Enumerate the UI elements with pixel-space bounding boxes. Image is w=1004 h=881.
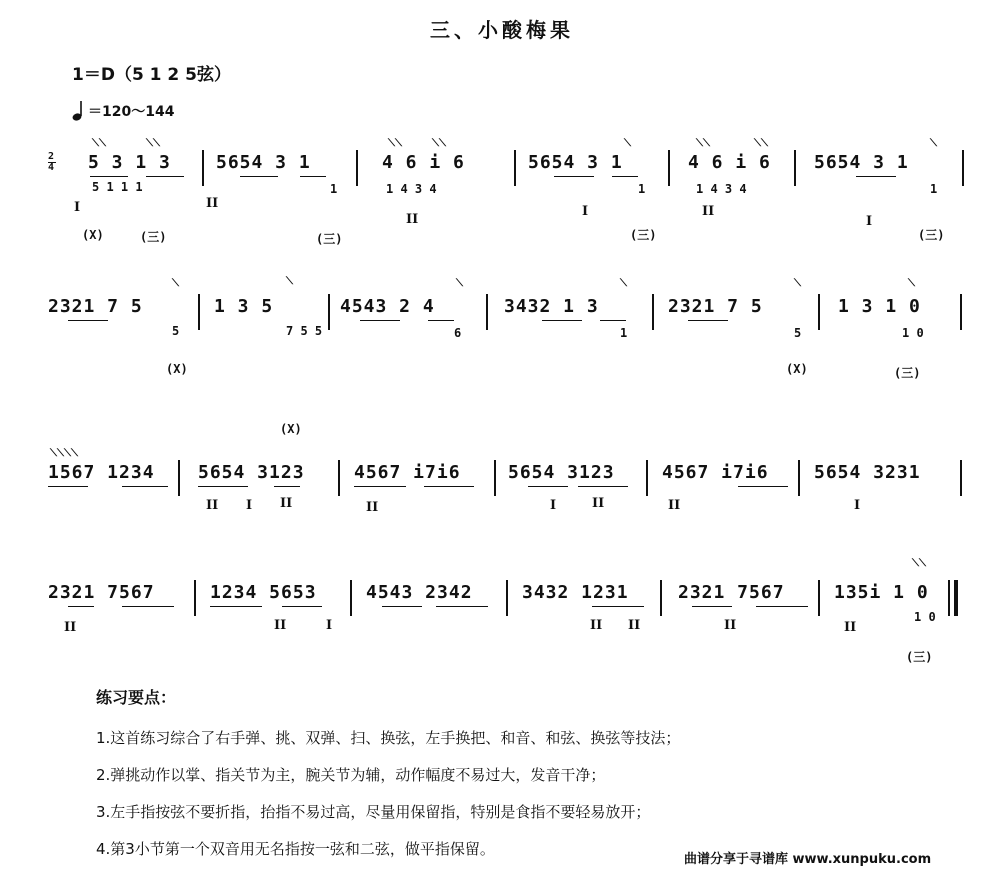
- string-mark: II: [64, 620, 77, 635]
- barline: [646, 460, 648, 496]
- string-number: (三): [630, 228, 657, 242]
- measure: 5654 3123: [198, 462, 305, 483]
- lower-voice: 7 5 5: [286, 324, 323, 338]
- measure: 4543 2 4: [340, 296, 435, 317]
- measure: 2321 7567: [48, 582, 155, 603]
- barline: [960, 294, 962, 330]
- underline: [612, 176, 638, 177]
- lower-voice: 5: [172, 324, 180, 338]
- barline: [660, 580, 662, 616]
- underline: [756, 606, 808, 607]
- measure: 5654 3 1: [814, 152, 909, 173]
- barline: [794, 150, 796, 186]
- lower-voice: 1 0: [902, 326, 924, 340]
- lower-voice: 1 0: [914, 610, 936, 624]
- underline: [578, 486, 628, 487]
- string-mark: I: [326, 618, 333, 633]
- string-number: (三): [906, 650, 933, 664]
- measure: 1567 1234: [48, 462, 155, 483]
- barline: [818, 580, 820, 616]
- measure: 5654 3 1: [528, 152, 623, 173]
- barline: [486, 294, 488, 330]
- underline: [856, 176, 896, 177]
- underline: [300, 176, 326, 177]
- underline: [274, 486, 300, 487]
- measure: 4 6 i 6: [688, 152, 771, 173]
- measure: 2321 7 5: [48, 296, 143, 317]
- underline: [68, 320, 108, 321]
- underline: [436, 606, 488, 607]
- lower-voice: 1 4 3 4: [386, 182, 437, 196]
- barline: [194, 580, 196, 616]
- stroke-mark: ⟍: [794, 278, 801, 289]
- stroke-mark: ⟍⟍⟍⟍: [50, 448, 78, 459]
- underline: [692, 606, 732, 607]
- string-mark: II: [590, 618, 603, 633]
- underline: [360, 320, 400, 321]
- underline: [354, 486, 406, 487]
- measure: 4567 i7i6: [662, 462, 769, 483]
- stroke-mark: ⟍: [908, 278, 915, 289]
- string-mark: II: [366, 500, 379, 515]
- underline: [688, 320, 728, 321]
- string-mark: II: [702, 204, 715, 219]
- stroke-mark: ⟍⟍: [912, 558, 926, 569]
- barline: [202, 150, 204, 186]
- underline: [282, 606, 322, 607]
- barline: [514, 150, 516, 186]
- measure: 4543 2342: [366, 582, 473, 603]
- stroke-mark: ⟍⟍: [696, 138, 710, 149]
- barline: [494, 460, 496, 496]
- measure: 4567 i7i6: [354, 462, 461, 483]
- lower-voice: 1 4 3 4: [696, 182, 747, 196]
- staff-row-2: [48, 276, 966, 442]
- string-mark: I: [246, 498, 253, 513]
- page-title: 三、小酸梅果: [430, 18, 574, 42]
- string-mark: II: [206, 196, 219, 211]
- stroke-mark: ⟍⟍: [754, 138, 768, 149]
- measure: 1234 5653: [210, 582, 317, 603]
- string-number: (三): [140, 230, 167, 244]
- underline: [600, 320, 626, 321]
- barline: [818, 294, 820, 330]
- underline: [48, 486, 88, 487]
- string-mark: II: [724, 618, 737, 633]
- stroke-mark: ⟍: [930, 138, 937, 149]
- measure: 5654 3123: [508, 462, 615, 483]
- underline: [542, 320, 582, 321]
- measure: 1 3 5: [214, 296, 274, 317]
- underline: [198, 486, 248, 487]
- string-mark: I: [74, 200, 81, 215]
- barline: [652, 294, 654, 330]
- string-mark: II: [844, 620, 857, 635]
- string-number: (X): [82, 228, 104, 242]
- barline: [178, 460, 180, 496]
- barline: [350, 580, 352, 616]
- string-mark: II: [668, 498, 681, 513]
- measure: 4 6 i 6: [382, 152, 465, 173]
- underline: [146, 176, 184, 177]
- underline: [424, 486, 474, 487]
- stroke-mark: ⟍⟍: [388, 138, 402, 149]
- string-mark: II: [592, 496, 605, 511]
- stroke-mark: ⟍: [172, 278, 179, 289]
- underline: [68, 606, 94, 607]
- underline: [382, 606, 422, 607]
- underline: [738, 486, 788, 487]
- lower-voice: 1: [330, 182, 338, 196]
- key-signature: 1＝D（5 1 2 5弦）: [72, 65, 232, 85]
- stroke-mark: ⟍⟍: [432, 138, 446, 149]
- quarter-note-icon: [72, 100, 84, 122]
- staff-row-4: [48, 558, 966, 668]
- practice-note: 1.这首练习综合了右手弹、挑、双弹、扫、换弦，左手换把、和音、和弦、换弦等技法；: [96, 729, 681, 747]
- stroke-mark: ⟍: [624, 138, 631, 149]
- string-number: (三): [316, 232, 343, 246]
- underline: [528, 486, 568, 487]
- lower-voice: 1: [930, 182, 938, 196]
- tempo-marking: [72, 100, 174, 122]
- string-number: (X): [166, 362, 188, 376]
- measure: 135i 1 0: [834, 582, 929, 603]
- lower-voice: 1: [620, 326, 628, 340]
- measure: 2321 7 5: [668, 296, 763, 317]
- measure: 5654 3 1: [216, 152, 311, 173]
- barline: [960, 460, 962, 496]
- barline: [962, 150, 964, 186]
- measure: 2321 7567: [678, 582, 785, 603]
- lower-voice: 5 1 1 1: [92, 180, 143, 194]
- time-signature: 2 4: [48, 151, 55, 173]
- staff-row-3: [48, 448, 966, 528]
- barline: [198, 294, 200, 330]
- string-mark: II: [206, 498, 219, 513]
- underline: [240, 176, 278, 177]
- string-number: (X): [280, 422, 302, 436]
- measure: 5654 3231: [814, 462, 921, 483]
- measure: 3432 1 3: [504, 296, 599, 317]
- stroke-mark: ⟍⟍: [92, 138, 106, 149]
- staff-row-1: [48, 138, 966, 248]
- underline: [90, 176, 128, 177]
- string-number: (X): [786, 362, 808, 376]
- barline: [798, 460, 800, 496]
- barline: [338, 460, 340, 496]
- underline: [122, 606, 174, 607]
- barline: [328, 294, 330, 330]
- stroke-mark: ⟍: [286, 276, 293, 287]
- underline: [428, 320, 454, 321]
- string-mark: II: [628, 618, 641, 633]
- stroke-mark: ⟍⟍: [146, 138, 160, 149]
- measure: 5 3 1 3: [88, 152, 171, 173]
- measure: 1 3 1 0: [838, 296, 921, 317]
- final-barline-thick: [954, 580, 958, 616]
- underline: [554, 176, 594, 177]
- string-mark: II: [274, 618, 287, 633]
- string-number: (三): [918, 228, 945, 242]
- lower-voice: 6: [454, 326, 462, 340]
- string-mark: I: [550, 498, 557, 513]
- measure: 3432 1231: [522, 582, 629, 603]
- string-mark: I: [582, 204, 589, 219]
- barline: [356, 150, 358, 186]
- practice-note: 2.弹挑动作以掌、指关节为主，腕关节为辅，动作幅度不易过大，发音干净；: [96, 766, 606, 784]
- stroke-mark: ⟍: [620, 278, 627, 289]
- barline: [506, 580, 508, 616]
- stroke-mark: ⟍: [456, 278, 463, 289]
- underline: [592, 606, 644, 607]
- tempo-text: ＝120～144: [88, 104, 175, 120]
- barline: [668, 150, 670, 186]
- lower-voice: 1: [638, 182, 646, 196]
- practice-note: 4.第3小节第一个双音用无名指按一弦和二弦，做平指保留。: [96, 840, 495, 858]
- source-watermark: 曲谱分享于寻谱库 www.xunpuku.com: [684, 852, 932, 867]
- string-number: (三): [894, 366, 921, 380]
- underline: [122, 486, 168, 487]
- string-mark: I: [854, 498, 861, 513]
- string-mark: II: [280, 496, 293, 511]
- practice-note: 3.左手指按弦不要折指，抬指不易过高，尽量用保留指，特别是食指不要轻易放开；: [96, 803, 651, 821]
- string-mark: I: [866, 214, 873, 229]
- lower-voice: 5: [794, 326, 802, 340]
- practice-notes-title: 练习要点：: [96, 688, 177, 707]
- final-barline-thin: [948, 580, 950, 616]
- string-mark: II: [406, 212, 419, 227]
- underline: [210, 606, 262, 607]
